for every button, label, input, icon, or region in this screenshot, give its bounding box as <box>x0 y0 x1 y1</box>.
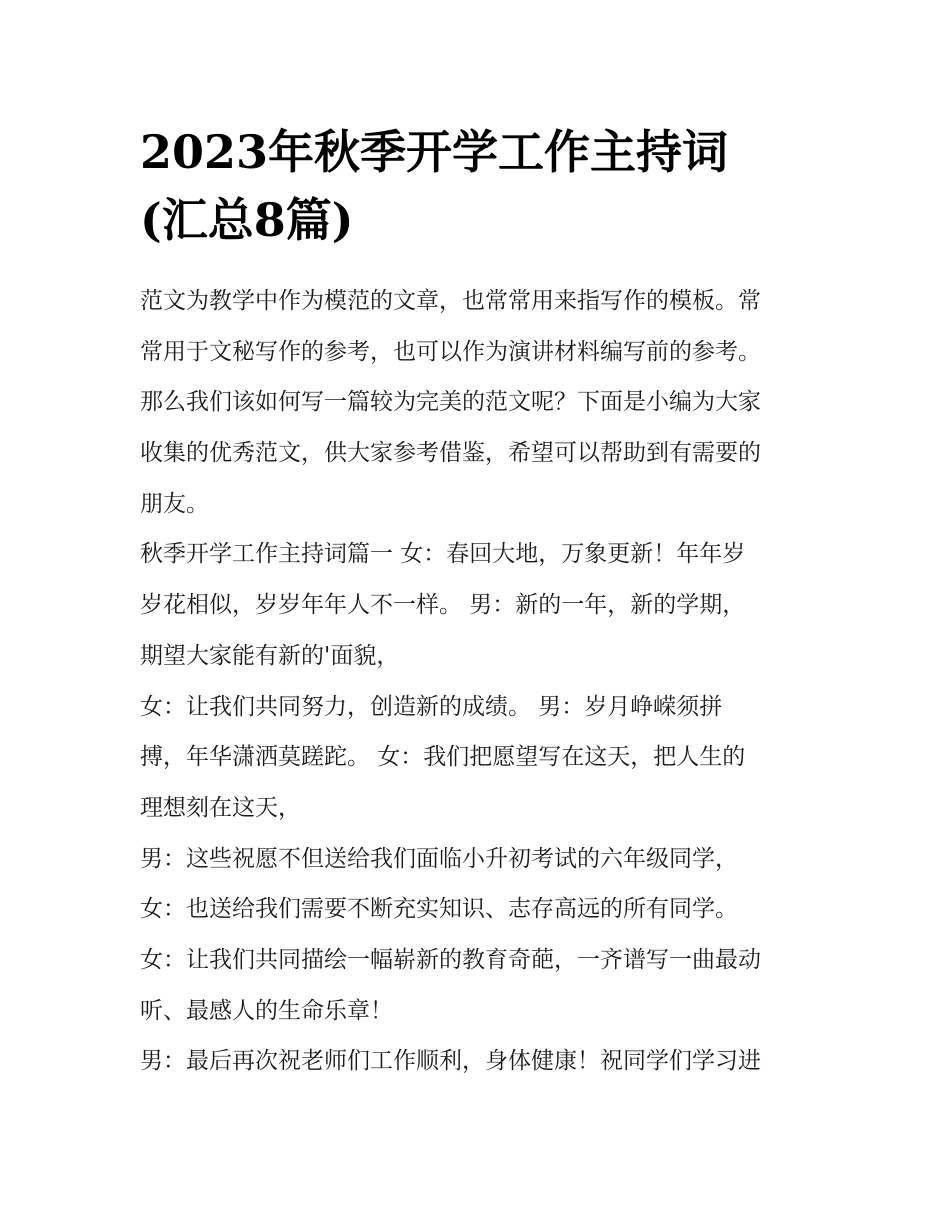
body-line: 理想刻在这天， <box>140 794 301 821</box>
body-line: 男：这些祝愿不但送给我们面临小升初考试的六年级同学， <box>140 845 738 872</box>
body-line: 收集的优秀范文，供大家参考借鉴，希望可以帮助到有需要的 <box>140 440 761 467</box>
body-line: 男：最后再次祝老师们工作顺利，身体健康！祝同学们学习进 <box>140 1048 761 1075</box>
document-body <box>140 276 830 1087</box>
body-line: 女：让我们共同努力，创造新的成绩。 男：岁月峥嵘须拼 <box>140 693 723 720</box>
body-line: 听、最感人的生命乐章！ <box>140 997 393 1024</box>
body-line: 女：也送给我们需要不断充实知识、志存高远的所有同学。 <box>140 896 738 923</box>
body-line: 常用于文秘写作的参考，也可以作为演讲材料编写前的参考。 <box>140 338 761 365</box>
title-line-1: 2023年秋季开学工作主持词 <box>140 125 729 179</box>
body-line: 那么我们该如何写一篇较为完美的范文呢？下面是小编为大家 <box>140 389 761 416</box>
body-line: 搏，年华潇洒莫蹉跎。 女：我们把愿望写在这天，把人生的 <box>140 744 746 771</box>
body-line: 岁花相似，岁岁年年人不一样。 男：新的一年，新的学期， <box>140 592 746 619</box>
body-line: 秋季开学工作主持词篇一 女：春回大地，万象更新！年年岁 <box>140 541 746 568</box>
body-line: 朋友。 <box>140 490 209 517</box>
body-line: 范文为教学中作为模范的文章，也常常用来指写作的模板。常 <box>140 288 761 314</box>
body-line: 期望大家能有新的'面貌， <box>140 642 400 669</box>
title-line-2: (汇总8篇) <box>140 193 354 247</box>
document-title <box>140 118 830 254</box>
body-line: 女：让我们共同描绘一幅崭新的教育奇葩，一齐谱写一曲最动 <box>140 946 761 973</box>
